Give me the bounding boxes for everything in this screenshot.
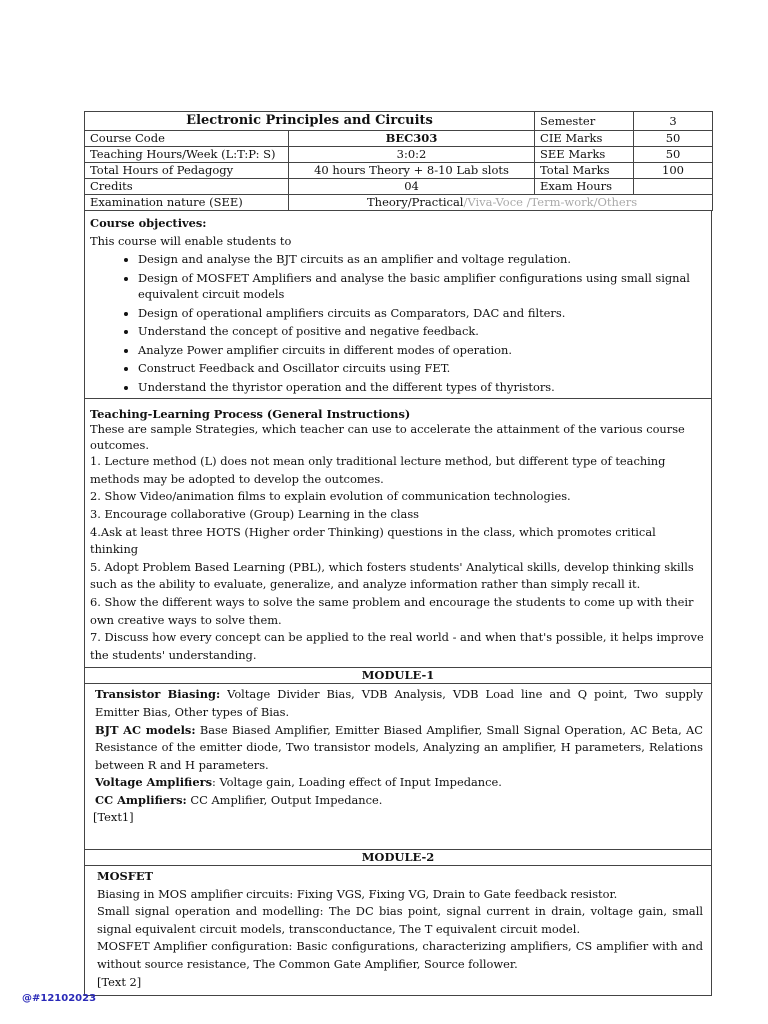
table-row [85,147,713,163]
list-item: • Design of operational amplifiers circuits as Comparators, DAC and filters. [138,304,706,323]
course-title: Electronic Principles and Circuits [85,112,535,131]
row-label: Course Code [85,131,289,147]
objectives-heading: Course objectives: [90,216,207,230]
list-item: • Analyze Power amplifier circuits in different modes of operation. [138,341,706,360]
row-label: CIE Marks [535,131,634,147]
syllabus-page [84,111,712,996]
row-value: 3:0:2 [289,147,535,163]
list-item: • Understand the thyristor operation and the different types of thyristors. [138,378,706,397]
row-label: Total Hours of Pedagogy [85,163,289,179]
objectives-intro: This course will enable students to [90,233,292,248]
topic-text: Base Biased Amplifier, Emitter Biased Amplifier, Small Signal Operation, AC Beta, AC Resistance of the emitter diode, Two transistor models, Analyzing an amplifier, H parameters, Relations between R and H parameters. [95,722,703,772]
row-label: Exam Hours [535,179,634,195]
title-row [85,112,713,131]
module-paragraph: MOSFET Amplifier configuration: Basic configurations, characterizing amplifiers, CS amplifier with and without source resistance, The Common Gate Amplifier, Source follower. [97,939,703,972]
semester-value: 3 [634,112,713,131]
teaching-point: 6. Show the different ways to solve the same problem and encourage the students to come up with their own creative ways to solve them. [90,594,694,627]
row-label: Total Marks [535,163,634,179]
row-label: SEE Marks [535,147,634,163]
module-reference: [Text 2] [97,974,142,989]
module-heading: MOSFET [97,869,154,884]
module-topic [95,686,703,721]
table-row [85,163,713,179]
course-code-value: BEC303 [289,131,535,147]
objectives-list [90,250,706,396]
row-value: 100 [634,163,713,179]
topic-text: CC Amplifier, Output Impedance. [186,792,383,807]
module-paragraph: Biasing in MOS amplifier circuits: Fixing VGS, Fixing VG, Drain to Gate feedback resistor. [97,886,618,901]
syllabus-body [84,211,712,996]
teaching-learning-section [85,398,711,667]
spacer [95,827,703,845]
teaching-point: 7. Discuss how every concept can be applied to the real world - and when that's possible, it helps improve the students' understanding. [90,630,704,662]
row-label: Examination nature (SEE) [85,195,289,211]
teaching-point: 4.Ask at least three HOTS (Higher order Thinking) questions in the class, which promotes critical thinking [90,524,656,557]
topic-label: CC Amplifiers: [95,792,187,807]
module-topic [95,774,703,792]
module-topic [95,722,703,775]
list-item: • Design of MOSFET Amplifiers and analyse the basic amplifier configurations using small signal equivalent circuit models [138,269,706,304]
module-paragraph: Small signal operation and modelling: The DC bias point, signal current in drain, voltage gain, small signal equivalent circuit models, transconductance, The T equivalent circuit model. [97,904,703,936]
exam-nature-active: Theory/Practical [367,195,464,209]
exam-nature-inactive: /Viva-Voce /Term-work/Others [463,195,638,209]
module-2-body [85,866,711,995]
course-header-table [84,111,713,211]
module-1-title: MODULE-1 [85,667,711,684]
row-label: Credits [85,179,289,195]
row-value [634,179,713,195]
document-code: @#12102023 [22,993,97,1004]
row-value: 50 [634,147,713,163]
teaching-point: 3. Encourage collaborative (Group) Learning in the class [90,506,420,521]
row-label: Teaching Hours/Week (L:T:P: S) [85,147,289,163]
table-row [85,131,713,147]
row-value: 04 [289,179,535,195]
table-row [85,195,713,211]
semester-label: Semester [535,112,634,131]
topic-label: Voltage Amplifiers [95,775,212,790]
row-value: 50 [634,131,713,147]
topic-label: BJT AC models: [95,722,196,737]
teaching-point: 1. Lecture method (L) does not mean only traditional lecture method, but different type of teaching methods may be adopted to develop the outcomes. [90,454,666,486]
topic-label: Transistor Biasing: [95,687,221,702]
table-row [85,179,713,195]
topic-text: Voltage Divider Bias, VDB Analysis, VDB Load line and Q point, Two supply Emitter Bias, Other types of Bias. [95,687,703,719]
teaching-intro: These are sample Strategies, which teacher can use to accelerate the attainment of the various course outcomes. [90,422,685,453]
module-1-body [85,684,711,849]
module-2-title: MODULE-2 [85,849,711,866]
course-objectives-section [85,211,711,398]
row-value: 40 hours Theory + 8-10 Lab slots [289,163,535,179]
teaching-point: 2. Show Video/animation films to explain evolution of communication technologies. [90,489,571,504]
teaching-heading: Teaching-Learning Process (General Instructions) [90,407,411,422]
topic-text: : Voltage gain, Loading effect of Input Impedance. [212,775,502,790]
module-reference: [Text1] [93,810,134,825]
exam-nature-value [289,195,713,211]
module-topic [95,792,703,810]
list-item: • Understand the concept of positive and negative feedback. [138,322,706,341]
teaching-point: 5. Adopt Problem Based Learning (PBL), which fosters students' Analytical skills, develop thinking skills such as the ability to evaluate, generalize, and analyze information rather than simply recall it. [90,559,694,592]
list-item: • Design and analyse the BJT circuits as an amplifier and voltage regulation. [138,250,706,269]
list-item: • Construct Feedback and Oscillator circuits using FET. [138,359,706,378]
